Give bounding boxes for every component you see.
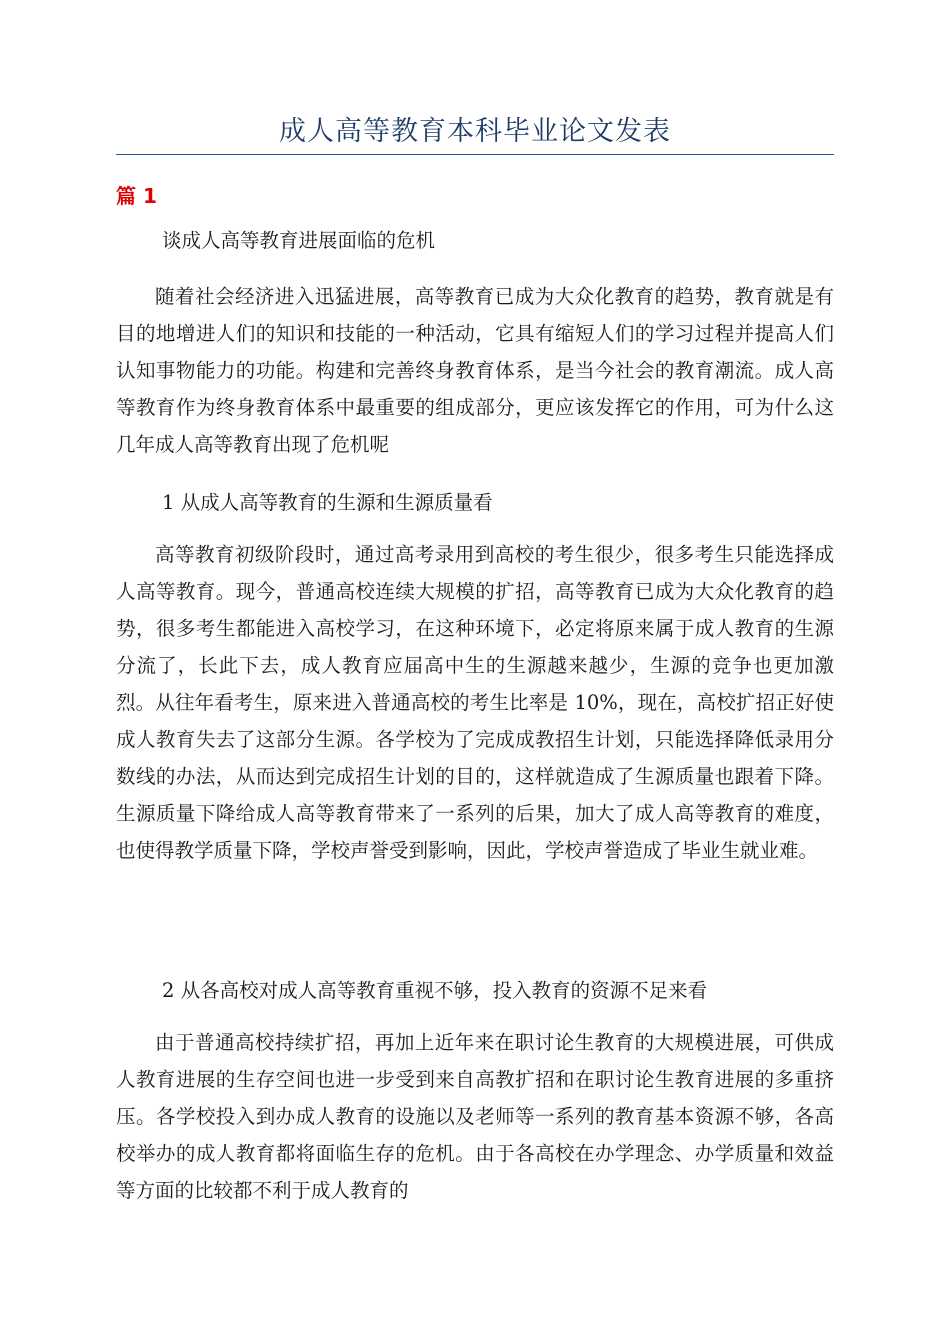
document-title: 成人高等教育本科毕业论文发表 xyxy=(279,116,671,147)
paragraph-body-2: 由于普通高校持续扩招，再加上近年来在职讨论生教育的大规模进展，可供成人教育进展的生存空间也进一步受到来自高教扩招和在职讨论生教育进展的多重挤压。各学校投入到办成人教育的设施以及老师等一系列的教育基本资源不够，各高校举办的成人教育都将面临生存的危机。由于各高校在办学理念、办学质量和效益等方面的比较都不利于成人教育的 xyxy=(116,1031,834,1202)
title-underline xyxy=(116,154,834,155)
subheading-2: 2 从各高校对成人高等教育重视不够，投入教育的资源不足来看 xyxy=(162,979,708,1002)
article-title: 谈成人高等教育进展面临的危机 xyxy=(162,229,436,252)
section-label: 篇 1 xyxy=(116,184,157,208)
subheading-1: 1 从成人高等教育的生源和生源质量看 xyxy=(162,491,493,514)
paragraph-intro: 随着社会经济进入迅猛进展，高等教育已成为大众化教育的趋势，教育就是有目的地增进人们的知识和技能的一种活动，它具有缩短人们的学习过程并提高人们认知事物能力的功能。构建和完善终身教育体系，是当今社会的教育潮流。成人高等教育作为终身教育体系中最重要的组成部分，更应该发挥它的作用，可为什么这几年成人高等教育出现了危机呢 xyxy=(116,285,834,456)
paragraph-body-1: 高等教育初级阶段时，通过高考录用到高校的考生很少，很多考生只能选择成人高等教育。现今，普通高校连续大规模的扩招，高等教育已成为大众化教育的趋势，很多考生都能进入高校学习，在这种环境下，必定将原来属于成人教育的生源分流了，长此下去，成人教育应届高中生的生源越来越少，生源的竞争也更加激烈。从往年看考生，原来进入普通高校的考生比率是 10%，现在，高校扩招正好使成人教育失去了这部分生源。各学校为了完成成教招生计划，只能选择降低录用分数线的办法，从而达到完成招生计划的目的，这样就造成了生源质量也跟着下降。生源质量下降给成人高等教育带来了一系列的后果，加大了成人高等教育的难度，也使得教学质量下降，学校声誉受到影响，因此，学校声誉造成了毕业生就业难。 xyxy=(116,543,834,862)
